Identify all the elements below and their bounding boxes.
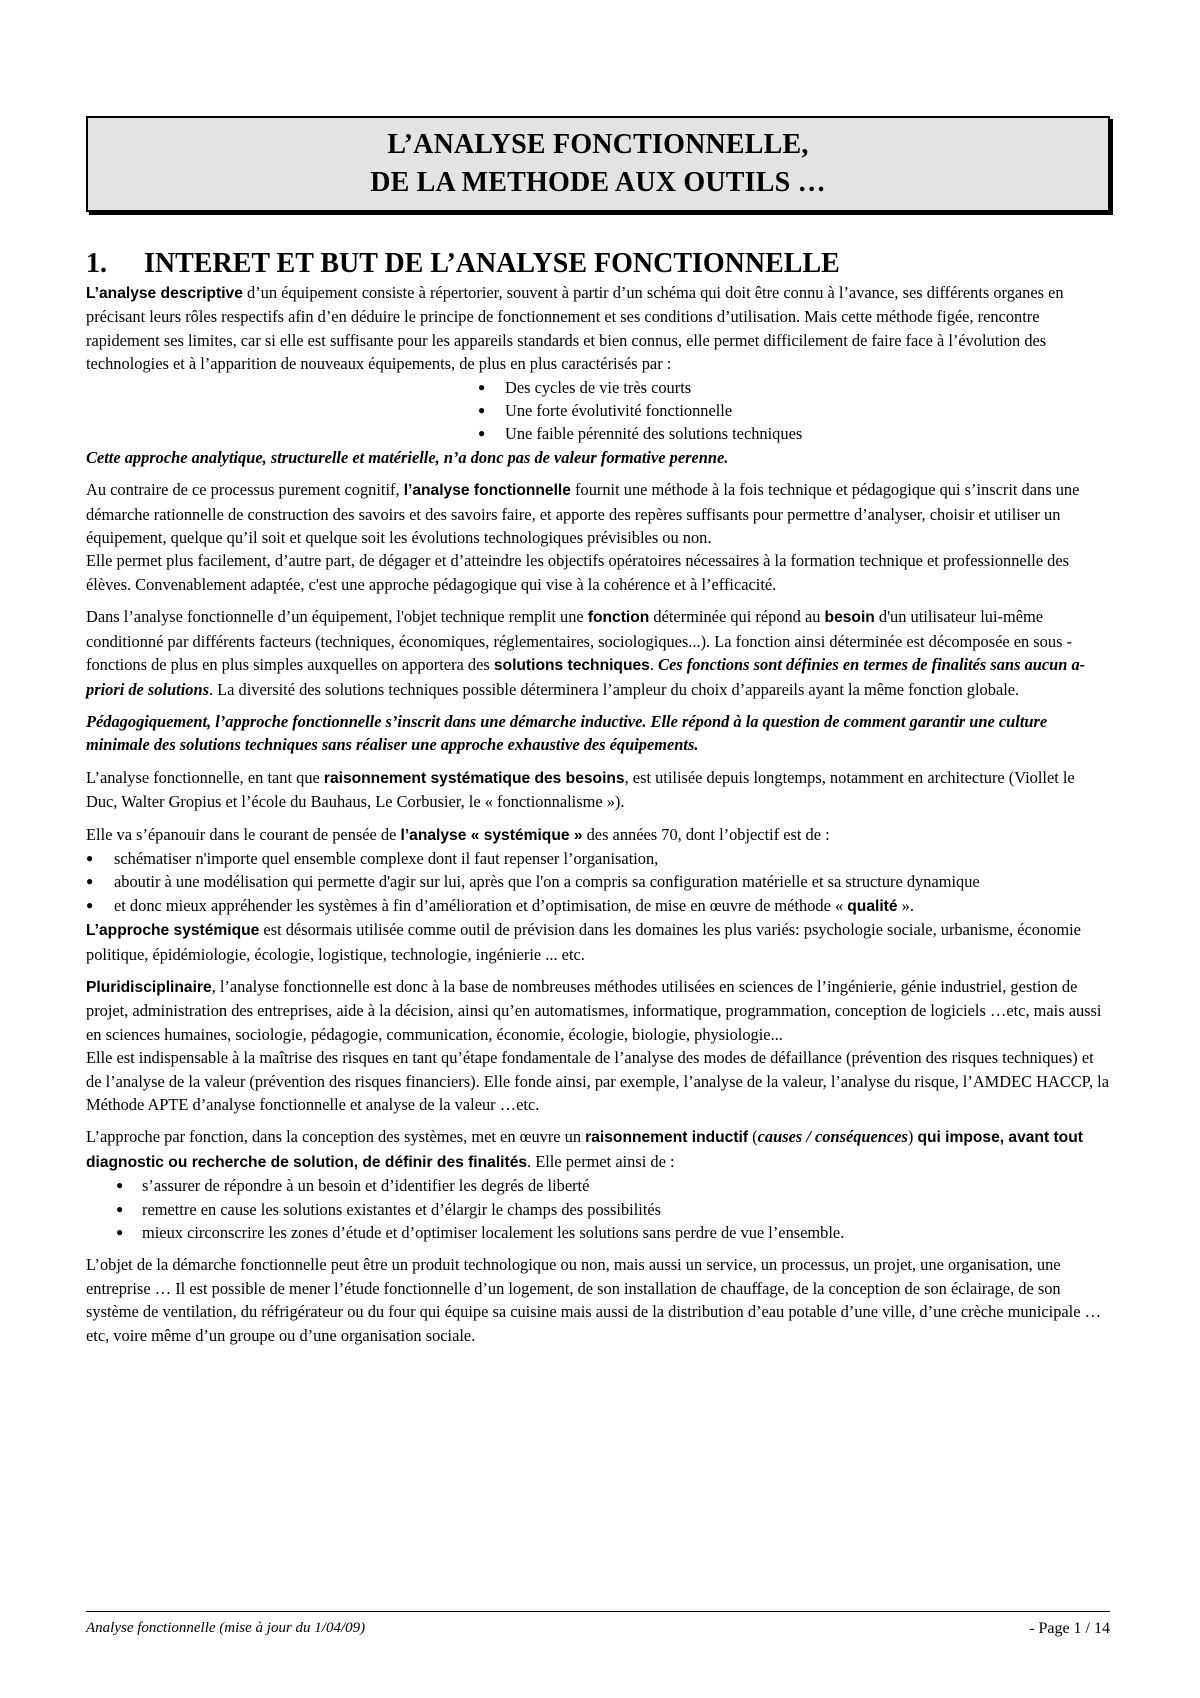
- conclusion-statement: Cette approche analytique, structurelle et matérielle, n’a donc pas de valeur formative perenne.: [86, 447, 729, 467]
- bold-term: L’analyse descriptive: [86, 285, 243, 302]
- bullet-list-2: [86, 847, 1110, 918]
- bold-term: l’analyse fonctionnelle: [403, 482, 571, 500]
- paragraph-7: Elle va s’épanouir dans le courant de pensée de l’analyse « systémique » des années 70, dont l’objectif est de :: [86, 824, 830, 844]
- paragraph-5: Pédagogiquement, l’approche fonctionnelle s’inscrit dans une démarche inductive. Elle répond à la question de comment garantir une culture minimale des solutions techniques sans réaliser une approche exhaustive des équipements.: [86, 711, 1048, 755]
- list-item: ● Une forte évolutivité fonctionnelle: [86, 399, 1110, 422]
- bullet-icon: ●: [116, 1201, 124, 1216]
- paragraph-text: d’un équipement consiste à répertorier, souvent à partir d’un schéma qui doit être connu à l’avance, ses différents organes en précisant leurs rôles respectifs afin d’en déduire le principe de fonctionnement et ses conditions d’utilisation. Mais cette méthode figée, rencontre rapidement ses limites, car si elle est suffisante pour les appareils standards et bien connus, elle permet difficilement de faire face à l’évolution des technologies et à l’apparition de nouveaux équipements, de plus en plus caractérisés par :: [86, 283, 1064, 374]
- paragraph-12: L’objet de la démarche fonctionnelle peut être un produit technologique ou non, mais aussi un service, un processus, un projet, une organisation, une entreprise … Il est possible de mener l’étude fonctionnelle d’un logement, de son installation de chauffage, de la conception de son éclairage, de son système de ventilation, du réfrigérateur ou du four qui équipe sa cuisine mais aussi de la distribution d’eau potable d’une ville, d’une crèche municipale … etc, voire même d’un groupe ou d’une organisation sociale.: [86, 1255, 1101, 1345]
- bullet-list-3: [86, 1174, 1110, 1244]
- bullet-icon: ●: [86, 897, 94, 912]
- paragraph-8: L’approche systémique est désormais utilisée comme outil de prévision dans les domaines les plus variés: psychologie sociale, urbanisme, économie politique, épidémiologie, écologie, logistique, technologie, ingénierie ... etc.: [86, 920, 1081, 964]
- list-item: ● Des cycles de vie très courts: [86, 376, 1110, 399]
- bullet-icon: ●: [478, 426, 486, 441]
- section-number: 1.: [86, 248, 107, 279]
- list-item: ● Une faible pérennité des solutions techniques: [86, 422, 1110, 445]
- document-body: [86, 281, 1110, 1347]
- section-title: INTERET ET BUT DE L’ANALYSE FONCTIONNELLE: [144, 248, 840, 279]
- bullet-icon: ●: [86, 874, 94, 889]
- paragraph-1: [86, 281, 1110, 376]
- list-item: ● schématiser n'importe quel ensemble complexe dont il faut repenser l’organisation,: [86, 847, 1110, 870]
- list-item: ● mieux circonscrire les zones d’étude et d’optimiser localement les solutions sans perdre de vue l’ensemble.: [86, 1221, 1110, 1244]
- page-number: - Page 1 / 14: [1029, 1620, 1110, 1637]
- title-line-2: DE LA METHODE AUX OUTILS …: [370, 167, 826, 198]
- bullet-list-1: [86, 376, 1110, 446]
- list-item: ● remettre en cause les solutions existantes et d’élargir le champs des possibilités: [86, 1198, 1110, 1221]
- list-item: ● s’assurer de répondre à un besoin et d’identifier les degrés de liberté: [86, 1174, 1110, 1197]
- list-item: ● aboutir à une modélisation qui permette d'agir sur lui, après que l'on a compris sa configuration matérielle et sa structure dynamique: [86, 870, 1110, 893]
- paragraph-9: Pluridisciplinaire, l’analyse fonctionnelle est donc à la base de nombreuses méthodes utilisées en sciences de l’ingénierie, génie industriel, gestion de projet, administration des entreprises, aide à la décision, ainsi qu’en automatismes, informatique, programmation, conception de logiciels …etc, mais aussi en sciences humaines, sociologie, pédagogie, communication, économie, écologie, biologie, physiologie...: [86, 976, 1102, 1044]
- title-line-1: L’ANALYSE FONCTIONNELLE,: [387, 129, 809, 160]
- footer-document-title: Analyse fonctionnelle (mise à jour du 1/04/09): [86, 1620, 366, 1636]
- paragraph-2: Au contraire de ce processus purement cognitif, l’analyse fonctionnelle fournit une méthode à la fois technique et pédagogique qui s’inscrit dans une démarche rationnelle de construction des savoirs et des savoirs faire, et apporte des repères suffisants pour permettre d’analyser, choisir et utiliser un équipement, quelque qu’il soit et quelque soit les évolutions technologiques prévisibles ou non.: [86, 480, 1080, 548]
- paragraph-11: L’approche par fonction, dans la conception des systèmes, met en œuvre un raisonnement inductif (causes / conséquences) qui impose, avant tout diagnostic ou recherche de solution, de définir des finalités. Elle permet ainsi de :: [86, 1127, 1083, 1171]
- page-footer: [86, 1611, 1110, 1638]
- document-page: [86, 116, 1110, 1347]
- list-item: ● et donc mieux appréhender les systèmes à fin d’amélioration et d’optimisation, de mise en œuvre de méthode « qualité ».: [86, 894, 1110, 918]
- paragraph-3: Elle permet plus facilement, d’autre part, de dégager et d’atteindre les objectifs opératoires nécessaires à la formation technique et professionnelle des élèves. Convenablement adaptée, c'est une approche pédagogique qui vise à la cohérence et à l’efficacité.: [86, 551, 1070, 594]
- section-heading: [86, 247, 1110, 281]
- bullet-icon: ●: [86, 850, 94, 865]
- bullet-icon: ●: [116, 1225, 124, 1240]
- bullet-icon: ●: [478, 379, 486, 394]
- bullet-icon: ●: [478, 403, 486, 418]
- title-box: [86, 116, 1110, 212]
- paragraph-6: L’analyse fonctionnelle, en tant que raisonnement systématique des besoins, est utilisée depuis longtemps, notamment en architecture (Viollet le Duc, Walter Gropius et l’école du Bauhaus, Le Corbusier, le « fonctionnalisme »).: [86, 767, 1075, 812]
- paragraph-10: Elle est indispensable à la maîtrise des risques en tant qu’étape fondamentale de l’analyse des modes de défaillance (prévention des risques techniques) et de l’analyse de la valeur (prévention des risques financiers). Elle fonde ainsi, par exemple, l’analyse de la valeur, l’analyse du risque, l’AMDEC HACCP, la Méthode APTE d’analyse fonctionnelle et analyse de la valeur …etc.: [86, 1048, 1109, 1114]
- paragraph-4: Dans l’analyse fonctionnelle d’un équipement, l'objet technique remplit une fonction déterminée qui répond au besoin d'un utilisateur lui-même conditionné par différents facteurs (techniques, économiques, réglementaires, sociologiques...). La fonction ainsi déterminée est décomposée en sous - fonctions de plus en plus simples auxquelles on apportera des solutions techniques. Ces fonctions sont définies en termes de finalités sans aucun a-priori de solutions. La diversité des solutions techniques possible déterminera l’ampleur du choix d’appareils ayant la même fonction globale.: [86, 607, 1086, 699]
- bullet-icon: ●: [116, 1178, 124, 1193]
